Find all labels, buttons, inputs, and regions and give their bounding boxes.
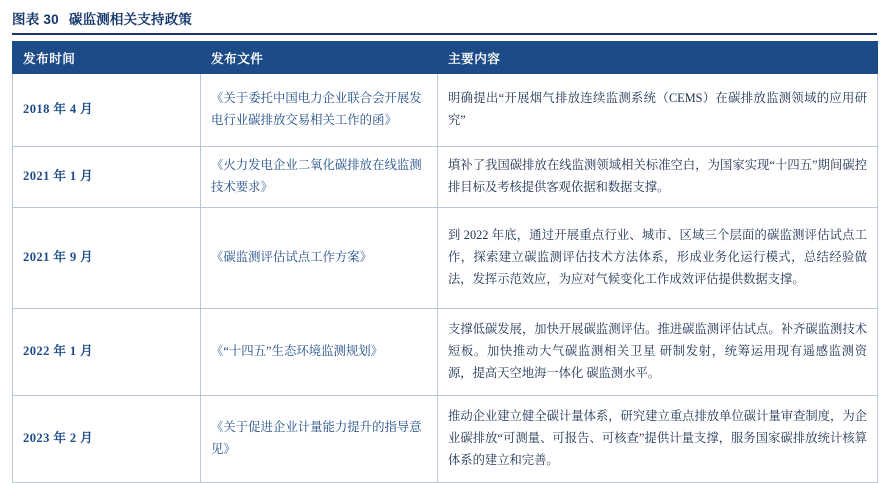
caption-divider (12, 33, 877, 35)
table-row (13, 207, 878, 308)
cell-content: 明确提出“开展烟气排放连续监测系统（CEMS）在碳排放监测领域的应用研究” (438, 73, 878, 146)
cell-content: 填补了我国碳排放在线监测领域相关标准空白，为国家实现“十四五”期间碳控排目标及考核提供客观依据和数据支撑。 (438, 146, 878, 207)
caption-number: 30 (43, 12, 59, 27)
cell-time: 2022 年 1 月 (13, 308, 201, 395)
cell-time: 2023 年 2 月 (13, 395, 201, 482)
cell-time: 2021 年 9 月 (13, 207, 201, 308)
table-row (13, 395, 878, 482)
cell-time: 2018 年 4 月 (13, 73, 201, 146)
column-header-content: 主要内容 (438, 41, 878, 73)
cell-time: 2021 年 1 月 (13, 146, 201, 207)
table-header (13, 41, 878, 73)
cell-content: 支撑低碳发展，加快开展碳监测评估。推进碳监测评估试点。补齐碳监测技术短板。加快推动大气碳监测相关卫星 研制发射，统筹运用现有遥感监测资源，提高天空地海一体化 碳监测水平。 (438, 308, 878, 395)
cell-document: 《火力发电企业二氧化碳排放在线监测技术要求》 (201, 146, 438, 207)
table-row (13, 73, 878, 146)
column-header-time: 发布时间 (13, 41, 201, 73)
cell-content: 到 2022 年底，通过开展重点行业、城市、区域三个层面的碳监测评估试点工作，探索建立碳监测评估技术方法体系，形成业务化运行模式，总结经验做法，发挥示范效应，为应对气候变化工作成效评估提供数据支撑。 (438, 207, 878, 308)
cell-document: 《“十四五”生态环境监测规划》 (201, 308, 438, 395)
cell-document: 《碳监测评估试点工作方案》 (201, 207, 438, 308)
figure-caption (12, 8, 877, 33)
policy-table (12, 41, 878, 483)
table-row (13, 146, 878, 207)
table-row (13, 308, 878, 395)
column-header-document: 发布文件 (201, 41, 438, 73)
caption-label: 图表 (12, 12, 40, 27)
cell-document: 《关于委托中国电力企业联合会开展发电行业碳排放交易相关工作的函》 (201, 73, 438, 146)
cell-content: 推动企业建立健全碳计量体系，研究建立重点排放单位碳计量审查制度，为企业碳排放“可测量、可报告、可核查”提供计量支撑，服务国家碳排放统计核算体系的建立和完善。 (438, 395, 878, 482)
table-header-row (13, 41, 878, 73)
cell-document: 《关于促进企业计量能力提升的指导意见》 (201, 395, 438, 482)
caption-title: 碳监测相关支持政策 (68, 12, 193, 27)
table-body (13, 73, 878, 482)
